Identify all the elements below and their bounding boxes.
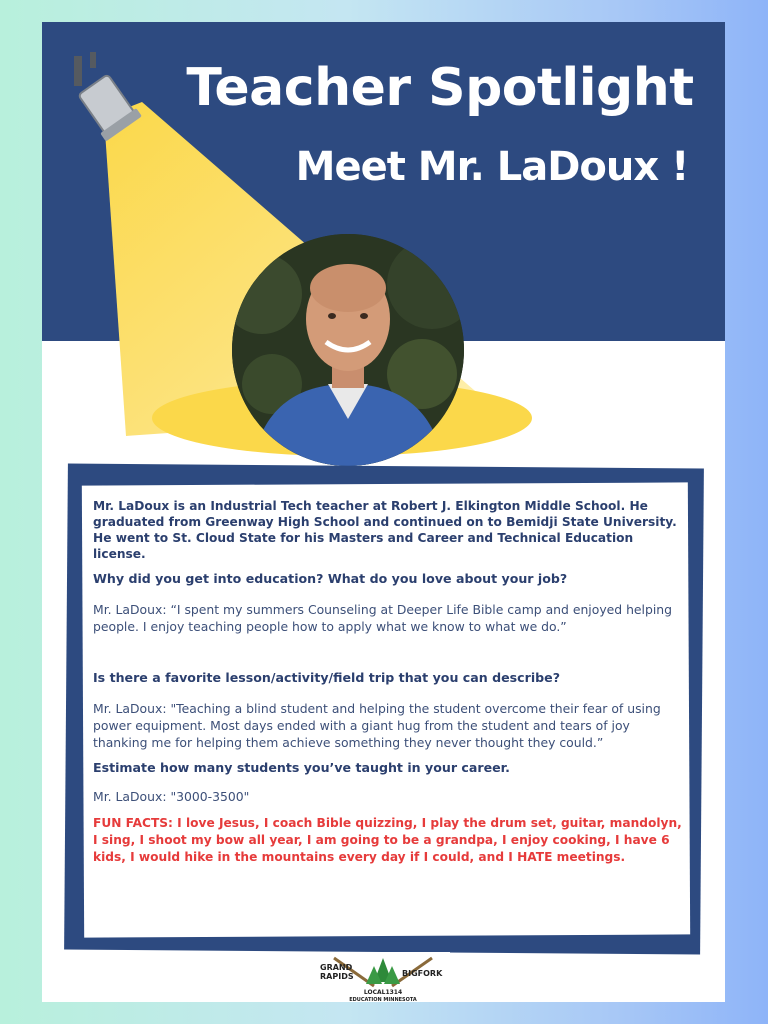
answer-2: Mr. LaDoux: "Teaching a blind student and helping the student overcome their fear of using power equipment. Most days ended with a giant hug from the student and tears of joy thanking me for helping them achieve something they never thought they could.” <box>93 701 661 750</box>
logo-text-local: LOCAL1314 <box>363 989 403 996</box>
answer-3: Mr. LaDoux: "3000-3500" <box>93 789 250 804</box>
logo-text-education-mn: EDUCATION MINNESOTA <box>349 997 417 1002</box>
logo-text-rapids: RAPIDS <box>320 972 354 981</box>
fun-facts: FUN FACTS: I love Jesus, I coach Bible quizzing, I play the drum set, guitar, mandolyn, I sing, I shoot my bow all year, I am going to be a grandpa, I enjoy cooking, I have 6 kids, I would hike in the mountains every day if I could, and I HATE meetings. <box>93 816 682 864</box>
spotlight-poster <box>42 22 725 1002</box>
logo-text-bigfork: BIGFORK <box>402 969 443 978</box>
question-1: Why did you get into education? What do you love about your job? <box>93 571 568 586</box>
info-card-content <box>93 498 683 866</box>
answer-1: Mr. LaDoux: “I spent my summers Counseling at Deeper Life Bible camp and enjoyed helping people. I enjoy teaching people how to apply what we know to what we do.” <box>93 602 673 634</box>
teacher-bio: Mr. LaDoux is an Industrial Tech teacher at Robert J. Elkington Middle School. He graduated from Greenway High School and continued on to Bemidji State University. He went to St. Cloud State for his Masters and Career and Technical Education license. <box>93 499 677 561</box>
question-2: Is there a favorite lesson/activity/field trip that you can describe? <box>93 670 561 685</box>
teacher-photo <box>232 234 464 466</box>
union-logo <box>316 952 450 1002</box>
page-title: Teacher Spotlight <box>186 58 694 118</box>
spotlight-icon <box>70 52 150 152</box>
page-subtitle: Meet Mr. LaDoux ! <box>295 144 689 190</box>
question-3: Estimate how many students you’ve taught in your career. <box>93 760 510 775</box>
logo-text-grand: GRAND <box>320 963 353 972</box>
